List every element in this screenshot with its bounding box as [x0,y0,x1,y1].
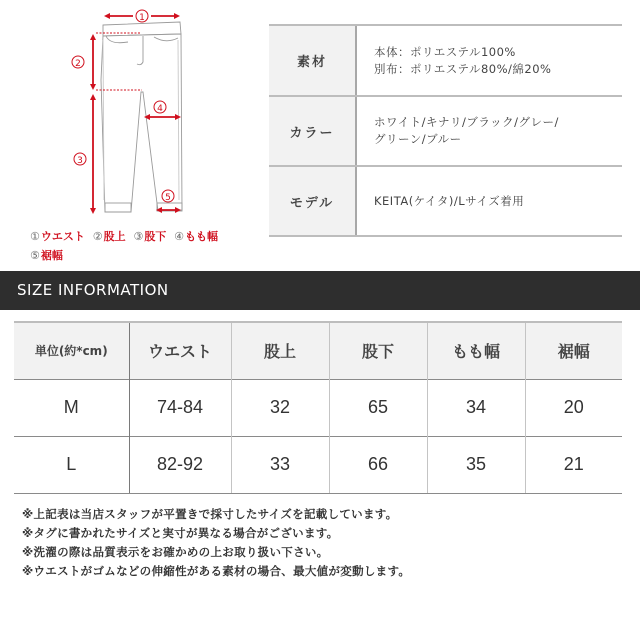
cell-rise: 32 [231,379,329,436]
legend-item-waist: ①ウエスト [30,230,85,243]
size-notes [22,505,410,581]
cell-inseam: 65 [329,379,427,436]
cell-thigh: 34 [427,379,525,436]
size-table [14,321,622,494]
measurement-diagram [0,0,260,262]
svg-text:4: 4 [157,104,163,114]
note-line: ※タグに書かれたサイズと実寸が異なる場合がございます。 [22,526,339,540]
material-value: 本体：ポリエステル100% 別布：ポリエステル80%/綿20% [374,44,552,76]
cell-hem: 20 [525,379,622,436]
size-table-header-row [14,322,622,379]
legend-item-hem: ⑤裾幅 [30,249,63,262]
note-line: ※ウエストがゴムなどの伸縮性がある素材の場合、最大値が変動します。 [22,564,411,578]
size-information-header [0,271,640,310]
color-label: カラー [269,97,357,165]
header-hem: 裾幅 [525,322,622,379]
color-row [269,95,622,165]
legend-item-inseam: ③股下 [133,230,167,243]
table-row [14,379,622,436]
svg-text:2: 2 [75,59,81,69]
size-label: M [14,379,129,436]
svg-text:3: 3 [77,156,83,166]
legend-item-rise: ②股上 [92,230,126,243]
header-waist: ウエスト [129,322,231,379]
cell-hem: 21 [525,436,622,493]
header-inseam: 股下 [329,322,427,379]
model-label: モデル [269,167,357,235]
marker-1: 1 [139,13,145,23]
model-row [269,165,622,237]
cell-rise: 33 [231,436,329,493]
cell-inseam: 66 [329,436,427,493]
pants-illustration-icon [0,0,260,230]
measurement-legend [30,227,255,265]
note-line: ※洗濯の際は品質表示をお確かめの上お取り扱い下さい。 [22,545,329,559]
cell-thigh: 35 [427,436,525,493]
header-rise: 股上 [231,322,329,379]
table-row [14,436,622,493]
material-row [269,24,622,95]
material-table [269,24,622,237]
cell-waist: 82-92 [129,436,231,493]
svg-text:5: 5 [165,193,171,203]
legend-item-thigh: ④もも幅 [174,230,219,243]
header-thigh: もも幅 [427,322,525,379]
size-label: L [14,436,129,493]
header-unit: 単位(約*cm) [14,322,129,379]
color-value: ホワイト/キナリ/ブラック/グレー/ グリーン/ブルー [374,115,559,146]
material-label: 素材 [269,26,357,95]
model-value: KEITA(ケイタ)/Lサイズ着用 [374,193,525,208]
note-line: ※上記表は当店スタッフが平置きで採寸したサイズを記載しています。 [22,507,398,521]
section-title: SIZE INFORMATION [17,281,169,299]
cell-waist: 74-84 [129,379,231,436]
